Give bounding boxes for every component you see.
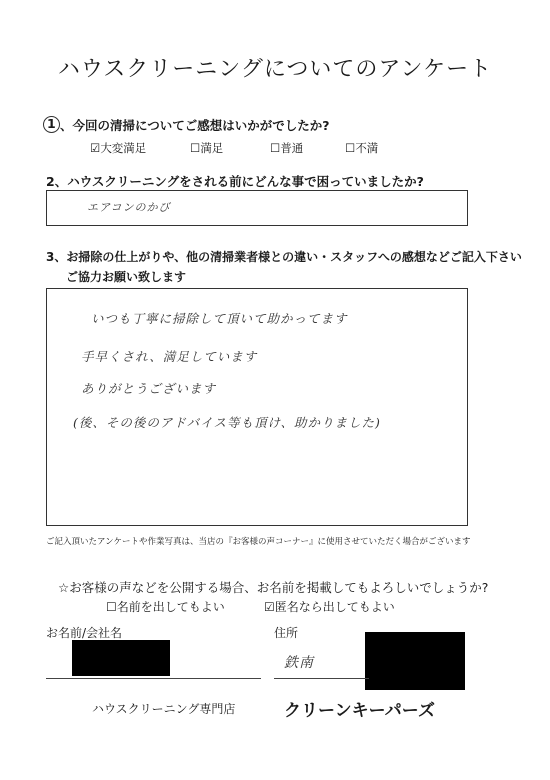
q1-text: 、今回の清掃についてご感想はいかがでしたか?	[60, 118, 330, 133]
redacted-address	[365, 632, 465, 690]
usage-note: ご記入頂いたアンケートや作業写真は、当店の『お客様の声コーナー』に使用させていただく場合がございます	[46, 537, 471, 547]
checkbox-icon[interactable]: ☐	[106, 600, 117, 614]
survey-title: ハウスクリーニングについてのアンケート	[57, 57, 493, 82]
name-underline	[46, 678, 261, 679]
address-value: 鉄南	[284, 655, 314, 671]
publish-option-anonymous-ok[interactable]: ☑匿名なら出してもよい	[264, 600, 395, 614]
q3-answer-line: (後、その後のアドバイス等も頂け、助かりました)	[73, 415, 381, 430]
q1-number: 1	[47, 116, 56, 131]
q2-text: 2、ハウスクリーニングをされる前にどんな事で困っていましたか?	[46, 174, 424, 189]
checkbox-icon[interactable]: ☐	[345, 141, 356, 155]
q3-answer-line: 手早くされ、満足しています	[81, 349, 258, 364]
q3-answer-line: ありがとうございます	[81, 381, 217, 396]
checkbox-checked-icon[interactable]: ☑	[264, 600, 275, 614]
q1-option-very-satisfied[interactable]: ☑大変満足	[90, 141, 147, 155]
address-label: 住所	[274, 626, 299, 640]
q2-answer-box[interactable]	[46, 190, 468, 226]
checkbox-icon[interactable]: ☐	[270, 141, 281, 155]
q3-subtext: ご協力お願い致します	[66, 270, 187, 284]
checkbox-checked-icon[interactable]: ☑	[90, 141, 101, 155]
q3-text: 3、お掃除の仕上がりや、他の清掃業者様との違い・スタッフへの感想などご記入下さい	[46, 250, 522, 264]
checkbox-icon[interactable]: ☐	[190, 141, 201, 155]
q2-answer-text: エアコンのかび	[87, 201, 171, 214]
footer-shop-type: ハウスクリーニング専門店	[92, 702, 236, 716]
q3-answer-line: いつも丁寧に掃除して頂いて助かってます	[91, 311, 348, 326]
address-underline	[274, 678, 369, 679]
publish-question: ☆お客様の声などを公開する場合、お名前を掲載してもよろしいでしょうか?	[58, 580, 489, 595]
q1-option-unsatisfied[interactable]: ☐不満	[345, 141, 379, 155]
redacted-name	[72, 640, 170, 676]
footer-shop-name: クリーンキーパーズ	[284, 701, 435, 721]
q1-option-satisfied[interactable]: ☐満足	[190, 141, 224, 155]
publish-option-name-ok[interactable]: ☐名前を出してもよい	[106, 600, 225, 614]
name-label: お名前/会社名	[46, 626, 123, 640]
q3-answer-box[interactable]	[46, 288, 468, 526]
q1-option-normal[interactable]: ☐普通	[270, 141, 304, 155]
